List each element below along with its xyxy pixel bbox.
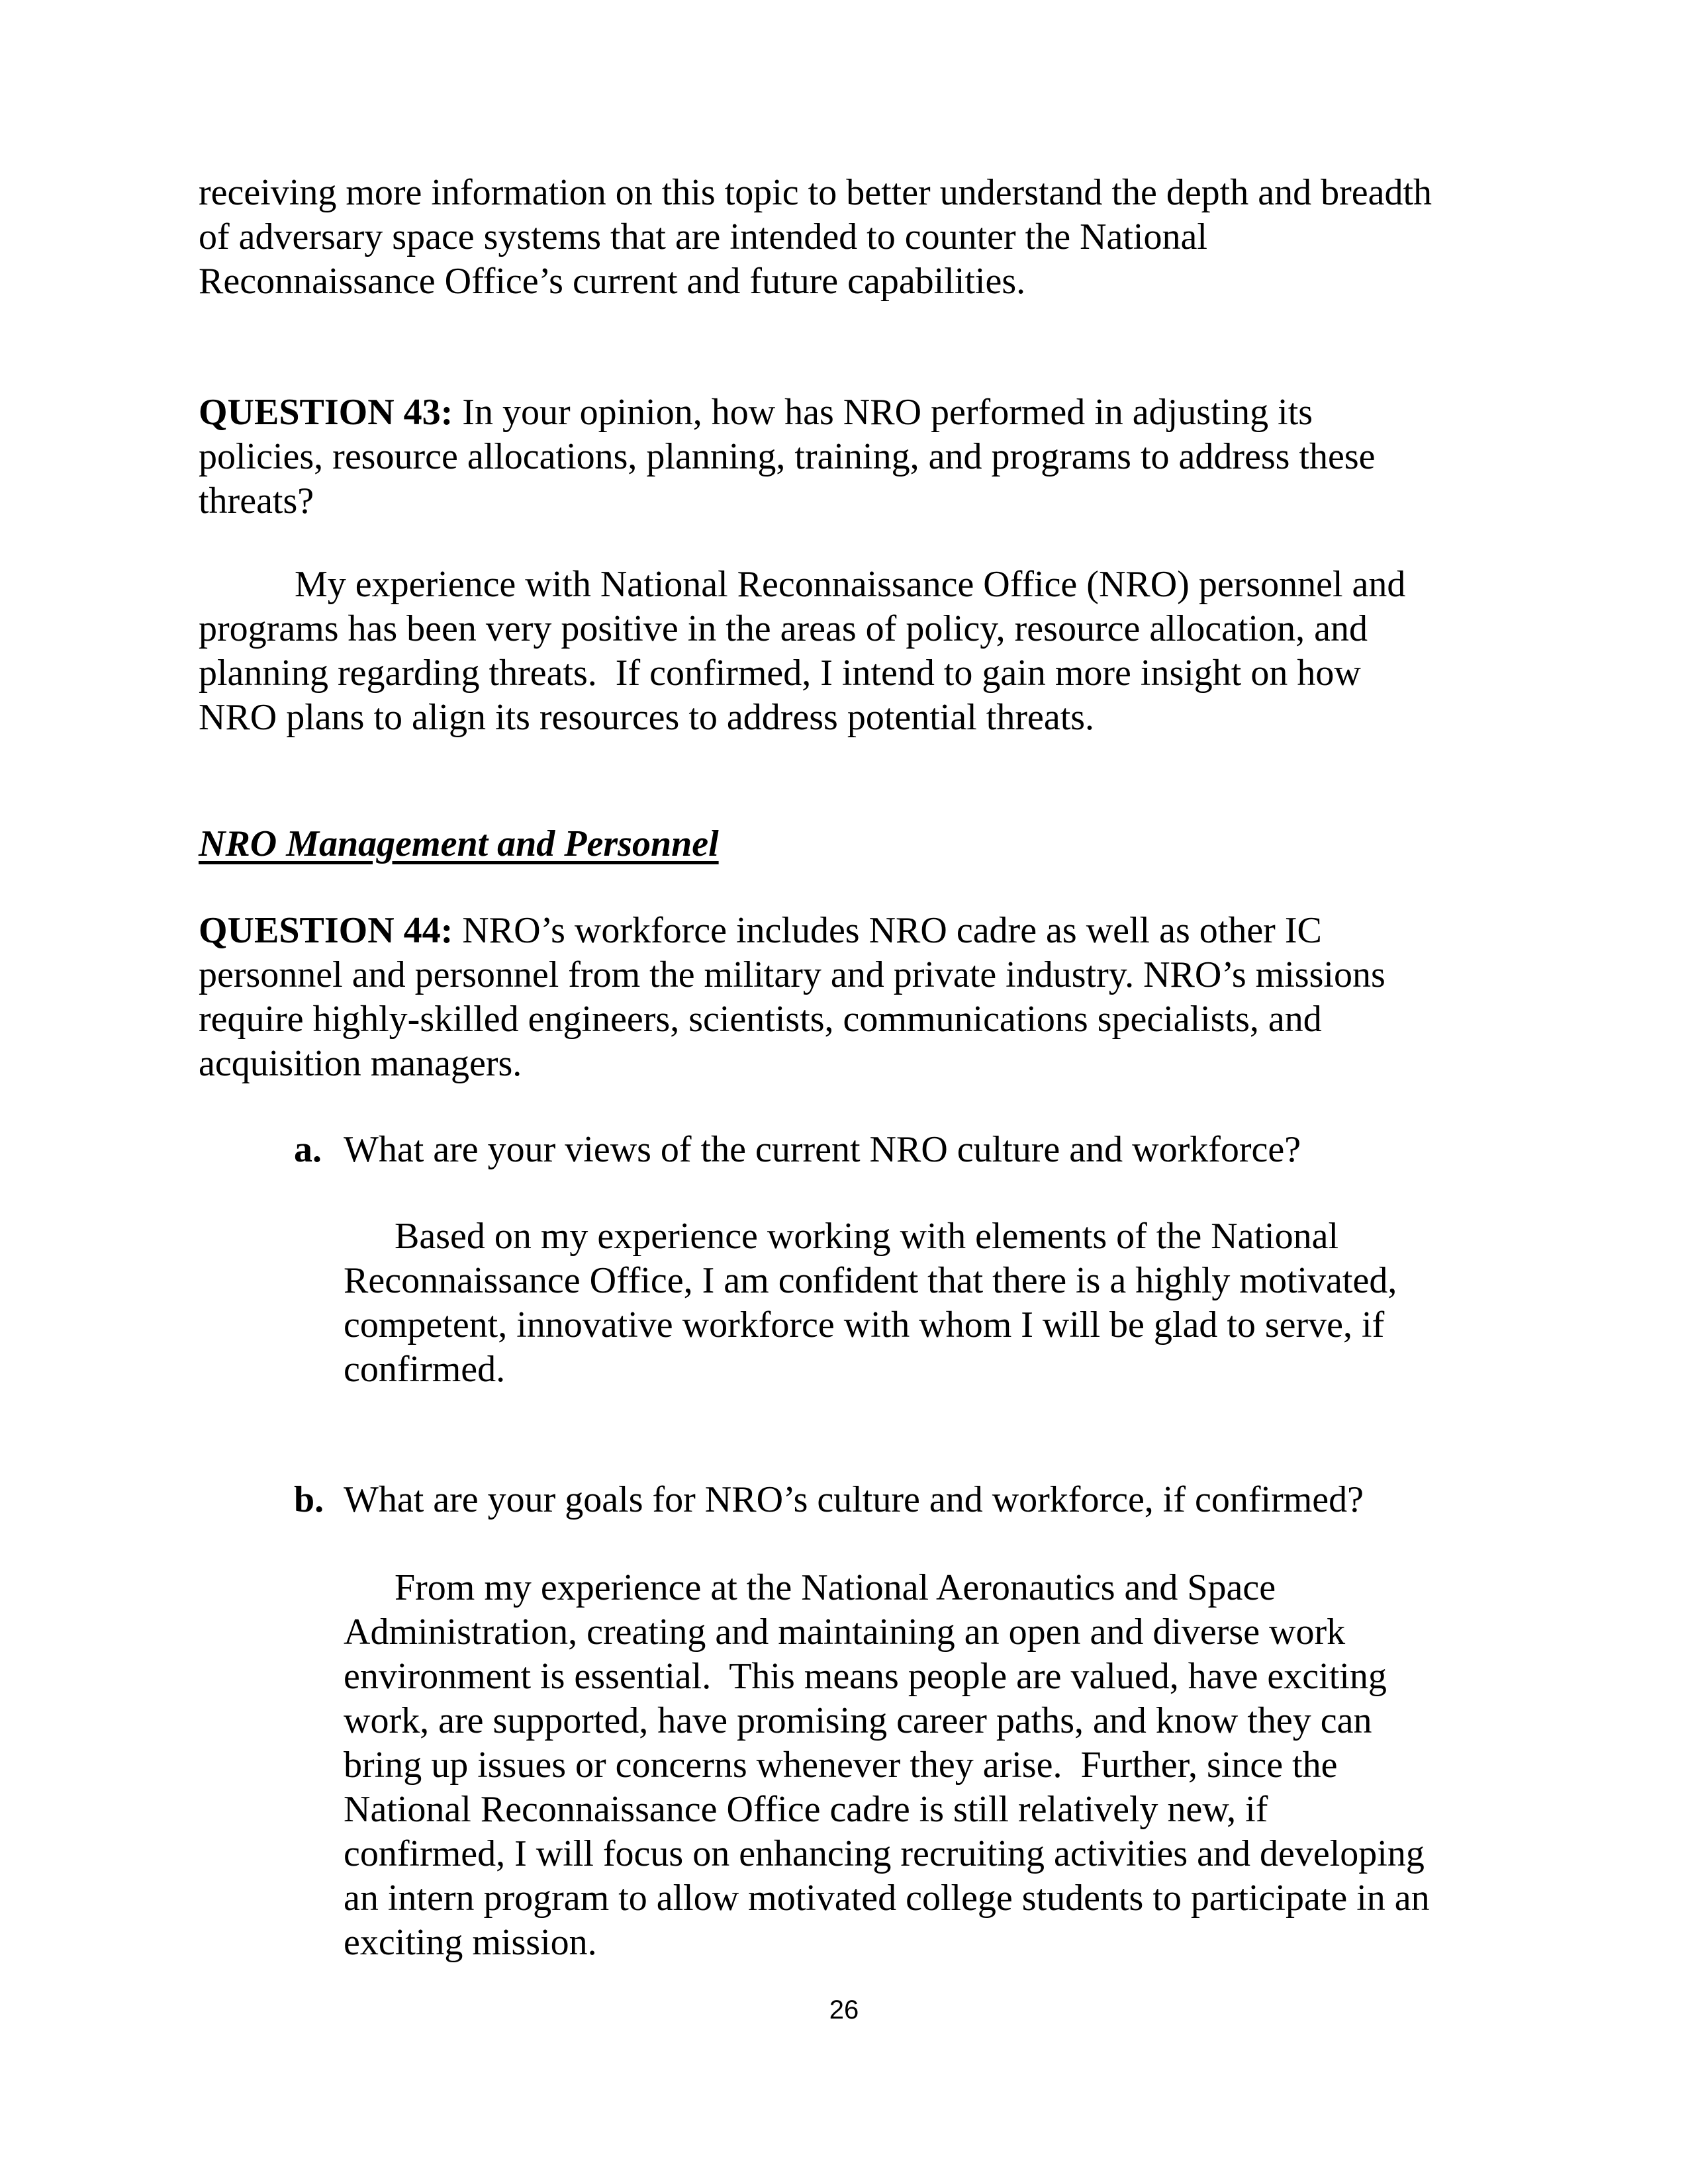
list-marker: b.	[294, 1479, 324, 1520]
text-line: bring up issues or concerns whenever they arise. Further, since the	[344, 1745, 1338, 1786]
text-line: of adversary space systems that are intended to counter the National	[199, 216, 1207, 257]
text-line: Reconnaissance Office, I am confident that there is a highly motivated,	[344, 1260, 1397, 1301]
text-line	[199, 390, 1489, 435]
answer-44a	[344, 1214, 1502, 1392]
text-line: an intern program to allow motivated college students to participate in an	[344, 1878, 1430, 1919]
continuation-paragraph	[199, 171, 1489, 304]
page-number: 26	[829, 1995, 859, 2025]
text-line: personnel and personnel from the military and private industry. NRO’s missions	[199, 954, 1385, 995]
text-line: confirmed, I will focus on enhancing recruiting activities and developing	[344, 1833, 1425, 1874]
text-line: Administration, creating and maintaining an open and diverse work	[344, 1612, 1346, 1653]
sub-question-text: What are your goals for NRO’s culture and workforce, if confirmed?	[344, 1479, 1364, 1520]
question-text: NRO’s workforce includes NRO cadre as well as other IC	[453, 910, 1322, 951]
text-line: exciting mission.	[344, 1922, 597, 1963]
text-line: From my experience at the National Aeronautics and Space	[395, 1567, 1276, 1608]
list-marker: a.	[294, 1129, 322, 1170]
text-line: policies, resource allocations, planning, training, and programs to address these	[199, 436, 1376, 477]
answer-43	[199, 563, 1489, 740]
text-line: My experience with National Reconnaissance Office (NRO) personnel and	[295, 564, 1406, 605]
question-label: QUESTION 43:	[199, 392, 453, 433]
question-43	[199, 390, 1489, 523]
text-line: NRO plans to align its resources to address potential threats.	[199, 697, 1095, 738]
text-line: require highly-skilled engineers, scientists, communications specialists, and	[199, 999, 1322, 1040]
answer-44b	[344, 1566, 1502, 1965]
text-line: National Reconnaissance Office cadre is still relatively new, if	[344, 1789, 1268, 1830]
text-line: receiving more information on this topic to better understand the depth and breadth	[199, 172, 1432, 213]
text-line: programs has been very positive in the areas of policy, resource allocation, and	[199, 608, 1368, 649]
sub-question-a	[294, 1128, 1485, 1172]
question-label: QUESTION 44:	[199, 910, 453, 951]
text-line: competent, innovative workforce with whom I will be glad to serve, if	[344, 1304, 1385, 1345]
text-line: environment is essential. This means people are valued, have exciting	[344, 1656, 1387, 1697]
text-line: confirmed.	[344, 1349, 506, 1390]
text-line: acquisition managers.	[199, 1043, 522, 1084]
text-line: threats?	[199, 480, 314, 522]
section-heading: NRO Management and Personnel	[199, 823, 719, 864]
text-line: work, are supported, have promising career paths, and know they can	[344, 1700, 1372, 1741]
question-text: In your opinion, how has NRO performed in adjusting its	[453, 392, 1313, 433]
sub-question-text: What are your views of the current NRO culture and workforce?	[344, 1129, 1301, 1170]
text-line: Reconnaissance Office’s current and future capabilities.	[199, 261, 1026, 302]
text-line: Based on my experience working with elements of the National	[395, 1216, 1339, 1257]
sub-question-b	[294, 1478, 1485, 1522]
text-line	[199, 909, 1489, 953]
text-line: planning regarding threats. If confirmed, I intend to gain more insight on how	[199, 653, 1361, 694]
question-44	[199, 909, 1489, 1086]
